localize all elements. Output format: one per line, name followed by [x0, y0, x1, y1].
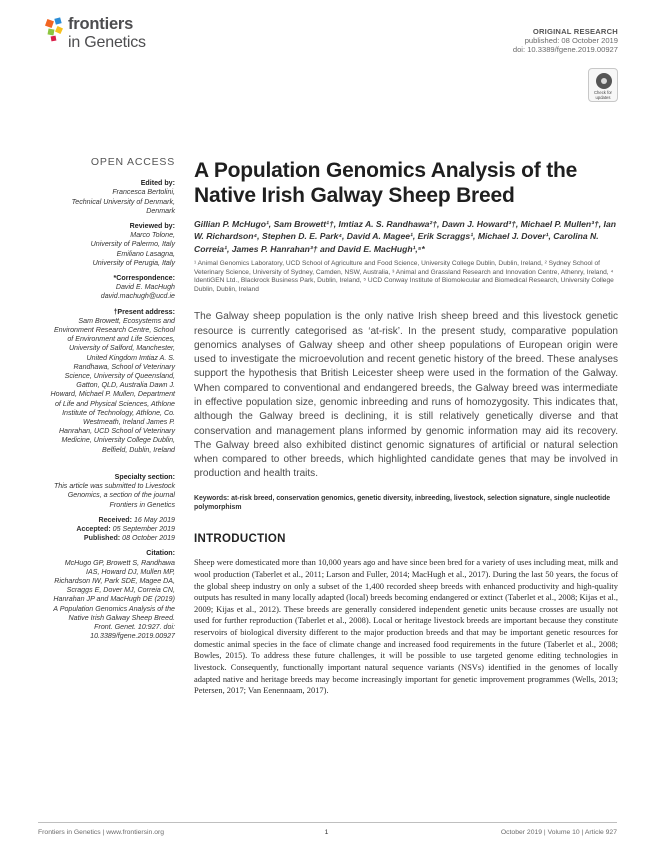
article-type: ORIGINAL RESEARCH: [532, 27, 618, 36]
article-sidebar: [50, 158, 175, 647]
published-date: published: 08 October 2019: [524, 36, 618, 46]
reviewed-by-block: [50, 222, 175, 268]
abstract: The Galway sheep population is the only native Irish sheep breed and this livestock genetic resource is currently categorised as ‘at-risk’. In the present study, comparative population genomics analyses of Galway sheep and other sheep populations of European origin were used to investigate the microevolution and recent genetic history of the breed. These analyses support the hypothesis that British Leicester sheep were used in the formation of the Galway. When compared to conventional and endangered breeds, the Galway breed was intermediate in effective population size, genomic inbreeding and runs of homozygosity. This indicates that, although the Galway breed is declining, it is still relatively genetically diverse and that conservation and management plans informed by genomic information may aid its recovery. The Galway breed also exhibited distinct genomic signatures of artificial or natural selection when compared to other breeds, which highlighted candidate genes that may be involved in production and health traits.: [194, 311, 618, 480]
present-address-text: Sam Browett, Ecosystems and Environment Research Centre, School of Environment and Life Sciences, University of Salford, Manchester, United Kingdom Imtiaz A. S. Randhawa, School of Veterinary Science, University of Queensland, Gatton, QLD, Australia Dawn J. Howard, Michael P. Mullen, Department of Life and Physical Sciences, Athlone Institute of Technology, Athlone, Co. Westmeath, Ireland James P. Hanrahan, UCD School of Veterinary Medicine, University College Dublin, Belfield, Dublin, Ireland: [50, 316, 175, 454]
edited-by-heading: Edited by:: [140, 179, 175, 188]
correspondence-heading: *Correspondence:: [113, 274, 175, 283]
present-address-block: [50, 308, 175, 455]
accepted-date: 05 September 2019: [112, 524, 175, 533]
footer-divider: [38, 822, 617, 823]
specialty-section-block: [50, 473, 175, 510]
article-main: [194, 158, 618, 697]
frontiers-logo-icon: [44, 17, 66, 43]
published-label: Published:: [83, 534, 121, 543]
received-label: Received:: [98, 515, 132, 524]
received-date: 16 May 2019: [133, 515, 175, 524]
editor-affiliation: Technical University of Denmark, Denmark: [71, 197, 175, 215]
dates-block: [50, 516, 175, 544]
reviewer-name: Emiliano Lasagna,: [116, 249, 175, 258]
reviewed-by-heading: Reviewed by:: [129, 222, 175, 231]
doi[interactable]: doi: 10.3389/fgene.2019.00927: [512, 45, 618, 55]
reviewer-affiliation: University of Perugia, Italy: [92, 258, 175, 267]
keywords: Keywords: at-risk breed, conservation genomics, genetic diversity, inbreeding, livestock, selection signature, single nucleotide polymorphism: [194, 494, 611, 511]
page-number: 1: [324, 829, 329, 836]
present-address-heading: †Present address:: [113, 307, 175, 316]
section-heading-introduction: INTRODUCTION: [194, 533, 286, 546]
citation-block: [50, 549, 175, 641]
correspondence-name: David E. MacHugh: [115, 283, 175, 292]
logo-journal-name: in Genetics: [68, 34, 146, 51]
specialty-section-heading: Specialty section:: [114, 472, 175, 481]
reviewer-affiliation: University of Palermo, Italy: [90, 240, 175, 249]
specialty-section-text: This article was submitted to Livestock Genomics, a section of the journal Frontiers in Genetics: [53, 482, 175, 509]
citation-heading: Citation:: [146, 549, 175, 558]
logo-wordmark: frontiers: [68, 15, 134, 33]
footer-issue-info: October 2019 | Volume 10 | Article 927: [500, 829, 617, 836]
check-for-updates-button[interactable]: [588, 68, 618, 102]
check-updates-icon: [596, 73, 612, 89]
affiliations: ¹ Animal Genomics Laboratory, UCD School of Agriculture and Food Science, University College Dublin, Dublin, Ireland, ² Sydney School of Veterinary Science, University of Sydney, Camden, NSW, Australia, ³ Animal and Grassland Research and Innovation Centre, Athenry, Ireland, ⁴ IdentiGEN Ltd., Blackrock Business Park, Dublin, Ireland, ⁵ UCD Conway Institute of Biomolecular and Biomedical Research, University College Dublin, Dublin, Ireland: [194, 260, 614, 293]
citation-text: McHugo GP, Browett S, Randhawa IAS, Howard DJ, Mullen MP, Richardson IW, Park SDE, Magee DA, Scraggs E, Dover MJ, Correia CN, Hanrahan JP and MacHugh DE (2019) A Population Genomics Analysis of the Native Irish Galway Sheep Breed. Front. Genet. 10:927. doi: 10.3389/fgene.2019.00927: [53, 558, 175, 641]
journal-logo[interactable]: [44, 15, 184, 55]
open-access-label: OPEN ACCESS: [90, 156, 175, 168]
introduction-paragraph: Sheep were domesticated more than 10,000 years ago and have since been bred for a variety of uses including meat, milk and wool production (Taberlet et al., 2011; Larson and Fuller, 2014; MacHugh et al., 2017). During the last 50 years, the focus of the global sheep industry on only a subset of the 1,400 recorded sheep breeds with enhanced productivity and high-quality outputs has resulted in many locally adapted (local) breeds becoming endangered or extinct (Taberlet et al., 2008; Kijas et al., 2009; Kijas et al., 2012). These breeds are generally considered independent genetic units because crosses are usually not used for further reproduction (Taberlet et al., 2008). Local or heritage livestock breeds are important because they constitute reservoirs of biological diversity different to the major production breeds and that may be important genetic resources for domestic animal species in the face of climate change and increased food requirements in the future (Taberlet et al., 2008; Bowles, 2015). To address these future challenges, it will be possible to use targeted genome editing technologies in livestock. Consequently, functionally important natural sequence variants (NSVs) identified in the genomes of locally adapted native and heritage breeds may become increasingly important for genetic improvement programmes (Wells, 2013; Petersen, 2017; Van Eenennaam, 2017).: [194, 557, 618, 696]
accepted-label: Accepted:: [76, 524, 111, 533]
article-header-meta: [513, 27, 618, 55]
article-title: A Population Genomics Analysis of the Native Irish Galway Sheep Breed: [194, 159, 578, 207]
correspondence-block: [50, 274, 175, 302]
correspondence-email-link[interactable]: david.machugh@ucd.ie: [100, 292, 175, 301]
published-date: 08 October 2019: [122, 534, 175, 543]
edited-by-block: [50, 179, 175, 216]
editor-name: Francesca Bertolini,: [112, 188, 175, 197]
author-list: Gillian P. McHugo¹, Sam Browett¹†, Imtiaz A. S. Randhawa²†, Dawn J. Howard³†, Michael P. Mullen³†, Ian W. Richardson⁴, Stephen D. E. Park⁴, David A. Magee¹, Erik Scraggs¹, Michael J. Dover¹, Carolina N. Correia¹, James P. Hanrahan³† and David E. MacHugh¹,⁵*: [194, 219, 616, 254]
reviewer-name: Marco Tolone,: [130, 231, 175, 240]
check-updates-label: Check for updates: [594, 90, 612, 100]
footer-journal-link[interactable]: Frontiers in Genetics | www.frontiersin.org: [38, 829, 165, 836]
